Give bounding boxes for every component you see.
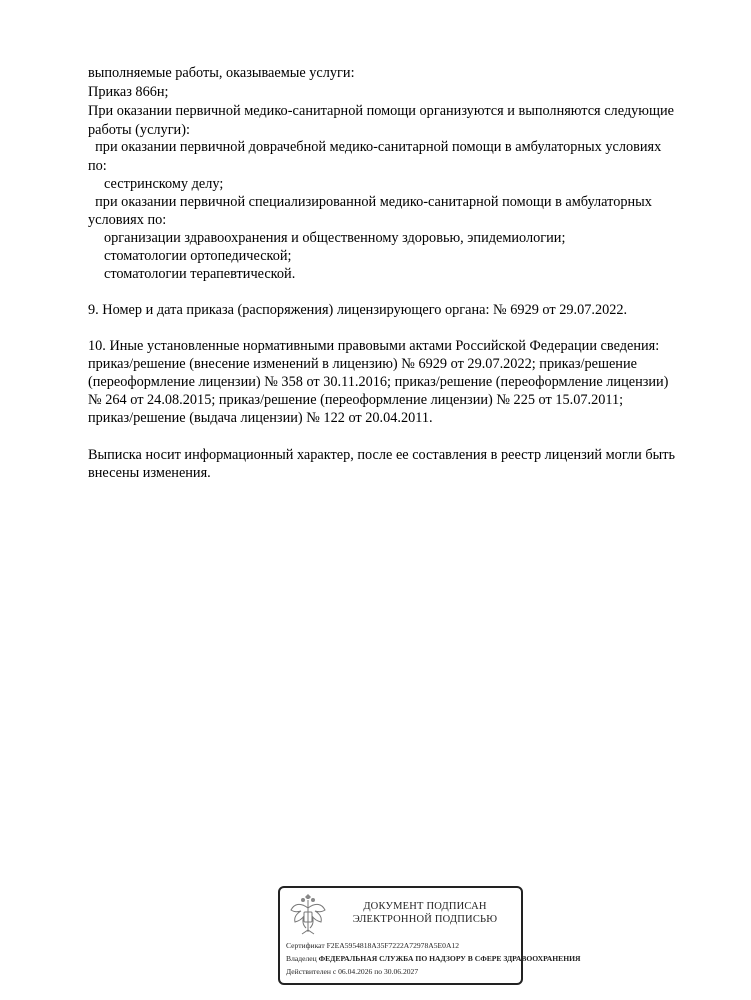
owner-value: ФЕДЕРАЛЬНАЯ СЛУЖБА ПО НАДЗОРУ В СФЕРЕ ЗДРАВООХРАНЕНИЯ	[318, 954, 581, 963]
text-line: Приказ 866н;	[88, 84, 169, 100]
text-line: при оказании первичной специализированной медико-санитарной помощи в амбулаторных	[88, 194, 652, 210]
stamp-title: ДОКУМЕНТ ПОДПИСАН	[363, 901, 487, 912]
text-line: при оказании первичной доврачебной медико-санитарной помощи в амбулаторных условиях	[88, 139, 662, 155]
text-line: При оказании первичной медико-санитарной помощи организуются и выполняются следующие	[88, 103, 674, 119]
owner-line	[286, 954, 581, 964]
owner-label: Владелец	[286, 954, 317, 963]
text-line: приказ/решение (внесение изменений в лицензию) № 6929 от 29.07.2022; приказ/решение	[88, 356, 637, 372]
text-line: выполняемые работы, оказываемые услуги:	[88, 65, 355, 81]
digital-signature-stamp	[278, 886, 581, 985]
validity-line: Действителен с 06.04.2026 по 30.06.2027	[286, 967, 419, 976]
section-10: 10. Иные установленные нормативными правовыми актами Российской Федерации сведения:	[88, 338, 660, 354]
text-line: условиях по:	[88, 212, 167, 228]
coat-of-arms-icon	[288, 894, 328, 938]
stamp-subtitle: ЭЛЕКТРОННОЙ ПОДПИСЬЮ	[352, 914, 498, 925]
certificate-line	[286, 941, 459, 951]
certificate-value: F2EA5954818A35F7222A72978A5E0A12	[326, 941, 460, 950]
certificate-label: Сертификат	[286, 941, 325, 950]
text-line: стоматологии терапевтической.	[104, 266, 296, 282]
text-line: организации здравоохранения и общественному здоровью, эпидемиологии;	[104, 230, 566, 246]
text-line: (переоформление лицензии) № 358 от 30.11.2016; приказ/решение (переоформление лицензии)	[88, 374, 669, 390]
text-line: приказ/решение (выдача лицензии) № 122 от 20.04.2011.	[88, 410, 433, 426]
text-line: работы (услуги):	[88, 122, 190, 138]
text-line: № 264 от 24.08.2015; приказ/решение (переоформление лицензии) № 225 от 15.07.2011;	[88, 392, 624, 408]
text-line: по:	[88, 158, 107, 174]
text-line: внесены изменения.	[88, 465, 211, 481]
text-line: стоматологии ортопедической;	[104, 248, 292, 264]
text-line: сестринскому делу;	[104, 176, 224, 192]
disclaimer: Выписка носит информационный характер, после ее составления в реестр лицензий могли быть	[88, 447, 675, 463]
section-9: 9. Номер и дата приказа (распоряжения) лицензирующего органа: № 6929 от 29.07.2022.	[88, 302, 628, 318]
